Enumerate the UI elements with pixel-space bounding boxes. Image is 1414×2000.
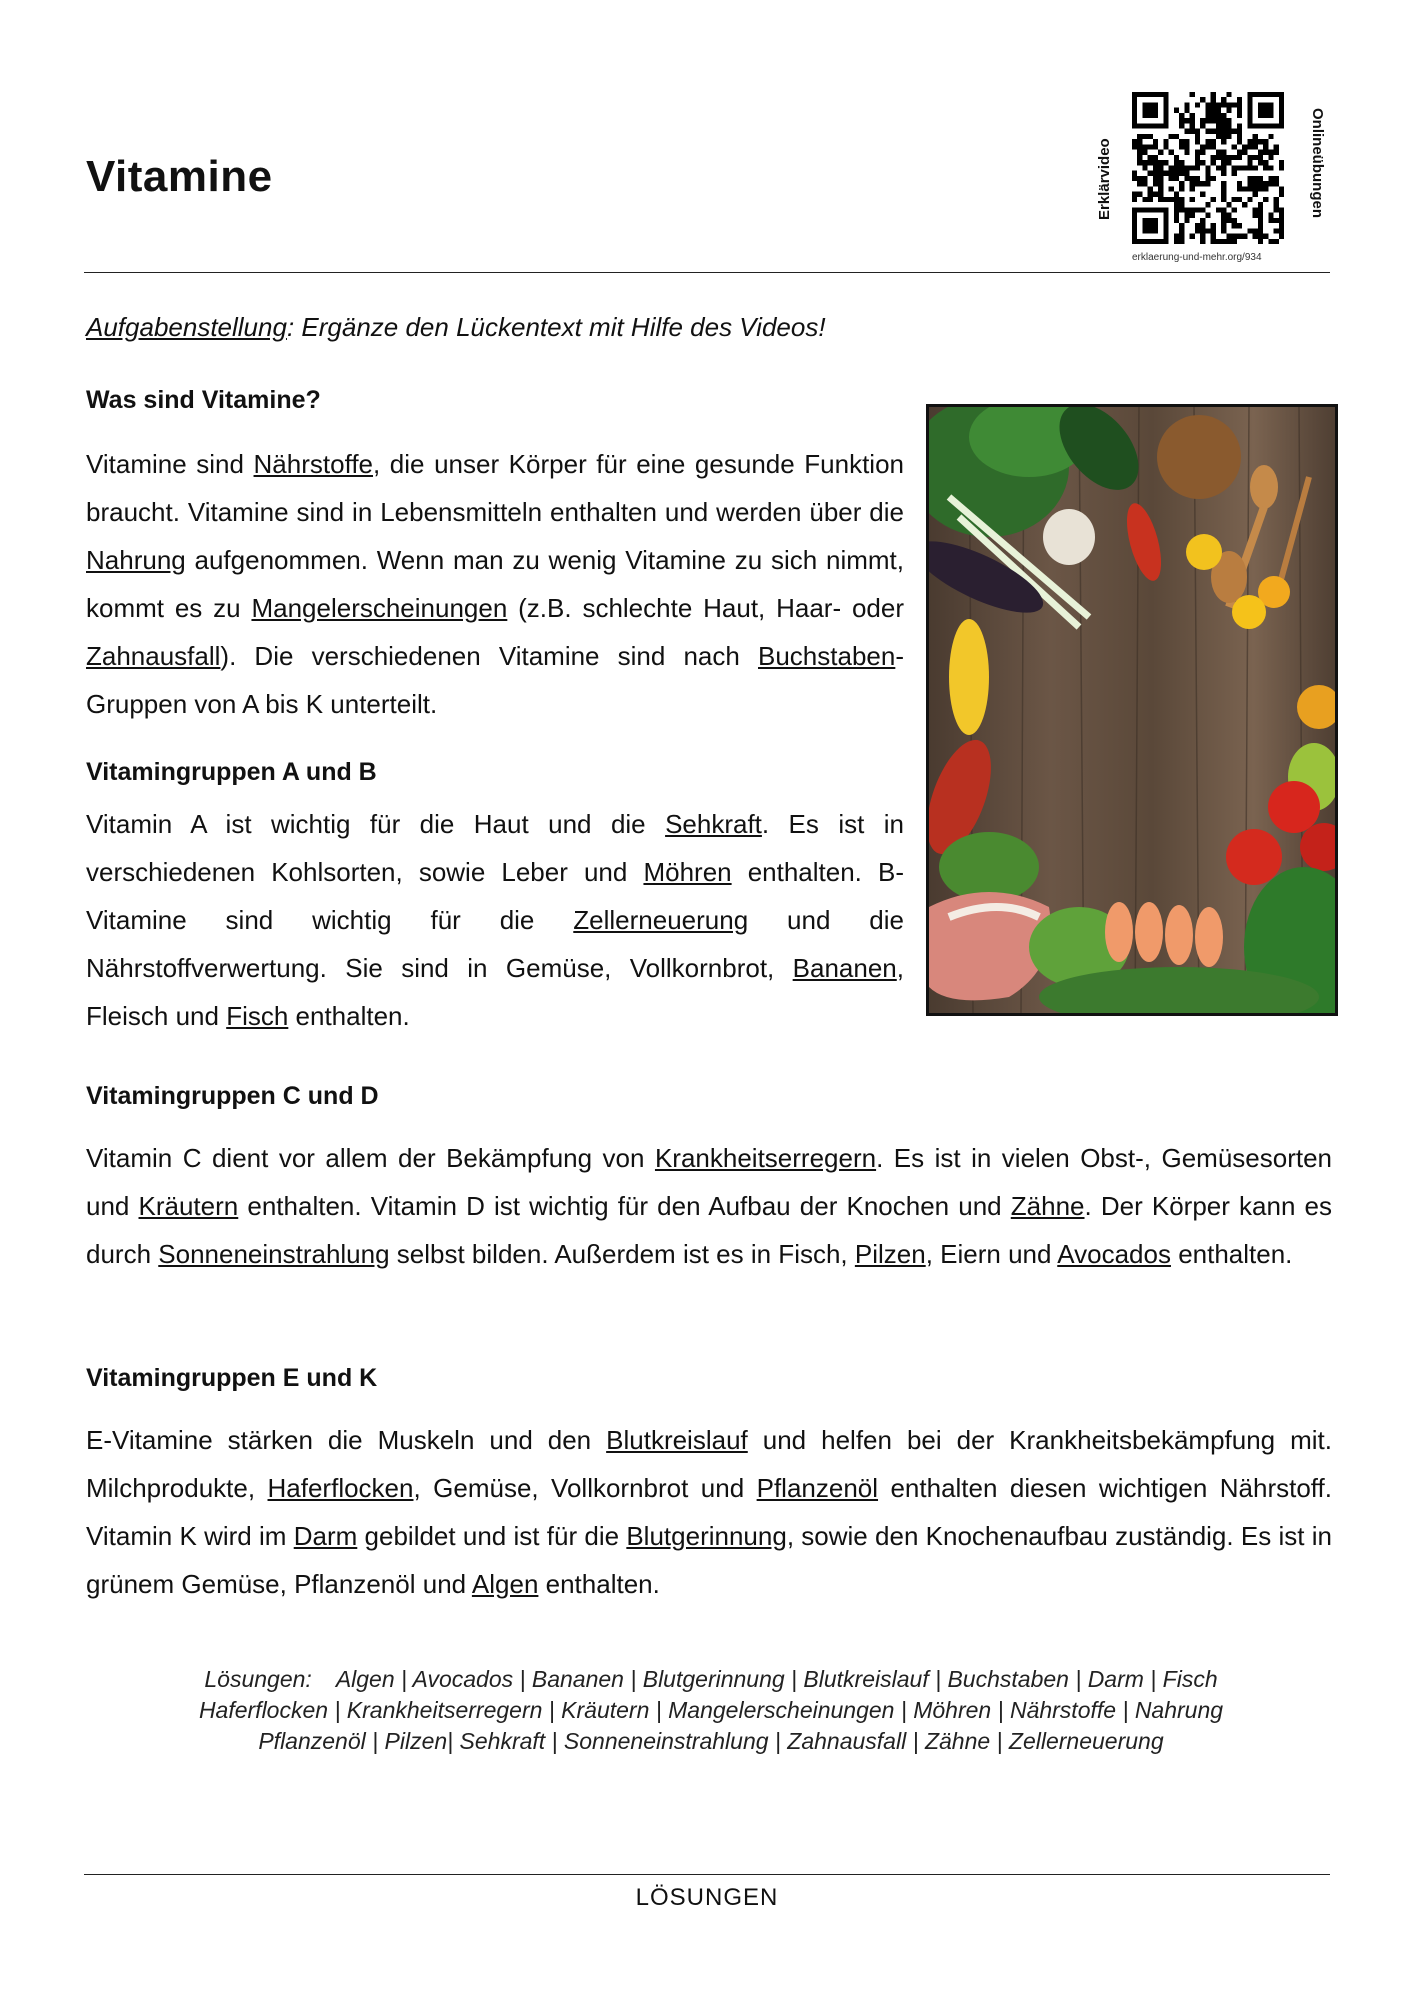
footer-divider: [84, 1874, 1330, 1875]
task-label: Aufgabenstellung: [86, 312, 287, 342]
answer-word: Algen: [471, 1569, 539, 1599]
page-title: Vitamine: [86, 152, 273, 201]
answer-word: Pilzen: [854, 1239, 926, 1269]
answer-word: Nahrung: [86, 545, 186, 575]
answer-word: Zahnausfall: [86, 641, 221, 671]
answer-word: Nährstoffe: [253, 449, 374, 479]
solutions-box: [96, 1664, 1326, 1757]
answer-word: Buchstaben: [758, 641, 896, 671]
food-photo: [926, 404, 1338, 1016]
qr-url: erklaerung-und-mehr.org/934: [1132, 252, 1262, 263]
section-paragraph: Vitamin C dient vor allem der Bekämpfung von Krankheitserregern. Es ist in vielen Obst-, Gemüsesorten und Kräutern enthalten. Vitamin D ist wichtig für den Aufbau der Knochen und Zähne. Der Körper kann es durch Sonneneinstrahlung selbst bilden. Außerdem ist es in Fisch, Pilzen, Eiern und Avocados enthalten.: [86, 1143, 1333, 1269]
section-heading: Vitamingruppen E und K: [86, 1364, 378, 1392]
solutions-line: Haferflocken | Krankheitserregern | Kräutern | Mangelerscheinungen | Möhren | Nährstoffe | Nahrung: [198, 1697, 1224, 1723]
header-divider: [84, 272, 1330, 273]
section-heading: Vitamingruppen A und B: [86, 758, 377, 786]
footer-label: LÖSUNGEN: [635, 1884, 779, 1911]
solutions-line: Pflanzenöl | Pilzen| Sehkraft | Sonneneinstrahlung | Zahnausfall | Zähne | Zellerneuerung: [258, 1728, 1164, 1754]
answer-word: Sonneneinstrahlung: [158, 1239, 390, 1269]
task-text: : Ergänze den Lückentext mit Hilfe des Videos!: [286, 312, 826, 342]
section-paragraph: Vitamine sind Nährstoffe, die unser Körper für eine gesunde Funktion braucht. Vitamine sind in Lebensmitteln enthalten und werden über die Nahrung aufgenommen. Wenn man zu wenig Vitamine zu sich nimmt, kommt es zu Mangelerscheinungen (z.B. schlechte Haut, Haar- oder Zahnausfall). Die verschiedenen Vitamine sind nach Buchstaben-Gruppen von A bis K unterteilt.: [86, 449, 904, 719]
answer-word: Bananen: [792, 953, 897, 983]
answer-word: Kräutern: [138, 1191, 239, 1221]
section-heading: Vitamingruppen C und D: [86, 1082, 379, 1110]
answer-word: Mangelerscheinungen: [251, 593, 508, 623]
answer-word: Haferflocken: [267, 1473, 414, 1503]
section-heading: Was sind Vitamine?: [86, 386, 321, 414]
answer-word: Darm: [293, 1521, 358, 1551]
answer-word: Blutgerinnung: [626, 1521, 787, 1551]
solutions-line: Lösungen: Algen | Avocados | Bananen | Blutgerinnung | Blutkreislauf | Buchstaben | Darm | Fisch: [204, 1666, 1218, 1692]
qr-code-icon[interactable]: [1132, 92, 1284, 244]
answer-word: Krankheitserregern: [654, 1143, 877, 1173]
answer-word: Avocados: [1057, 1239, 1171, 1269]
section-paragraph: Vitamin A ist wichtig für die Haut und die Sehkraft. Es ist in verschiedenen Kohlsorten, sowie Leber und Möhren enthalten. B-Vitamine sind wichtig für die Zellerneuerung und die Nährstoffverwertung. Sie sind in Gemüse, Vollkornbrot, Bananen, Fleisch und Fisch enthalten.: [86, 809, 905, 1031]
section-paragraph: E-Vitamine stärken die Muskeln und den Blutkreislauf und helfen bei der Krankheitsbekämpfung mit. Milchprodukte, Haferflocken, Gemüse, Vollkornbrot und Pflanzenöl enthalten diesen wichtigen Nährstoff. Vitamin K wird im Darm gebildet und ist für die Blutgerinnung, sowie den Knochenaufbau zuständig. Es ist in grünem Gemüse, Pflanzenöl und Algen enthalten.: [86, 1425, 1332, 1599]
task-instruction: [86, 312, 826, 343]
answer-word: Pflanzenöl: [756, 1473, 879, 1503]
answer-word: Zähne: [1010, 1191, 1085, 1221]
answer-word: Sehkraft: [665, 809, 762, 839]
answer-word: Zellerneuerung: [573, 905, 749, 935]
answer-word: Möhren: [643, 857, 732, 887]
qr-label-exercises: Onlineübungen: [1309, 108, 1326, 218]
qr-block: [1090, 86, 1330, 271]
solutions-label: Lösungen:: [204, 1666, 312, 1692]
qr-label-video: Erklärvideo: [1096, 138, 1113, 220]
answer-word: Blutkreislauf: [606, 1425, 748, 1455]
answer-word: Fisch: [226, 1001, 289, 1031]
